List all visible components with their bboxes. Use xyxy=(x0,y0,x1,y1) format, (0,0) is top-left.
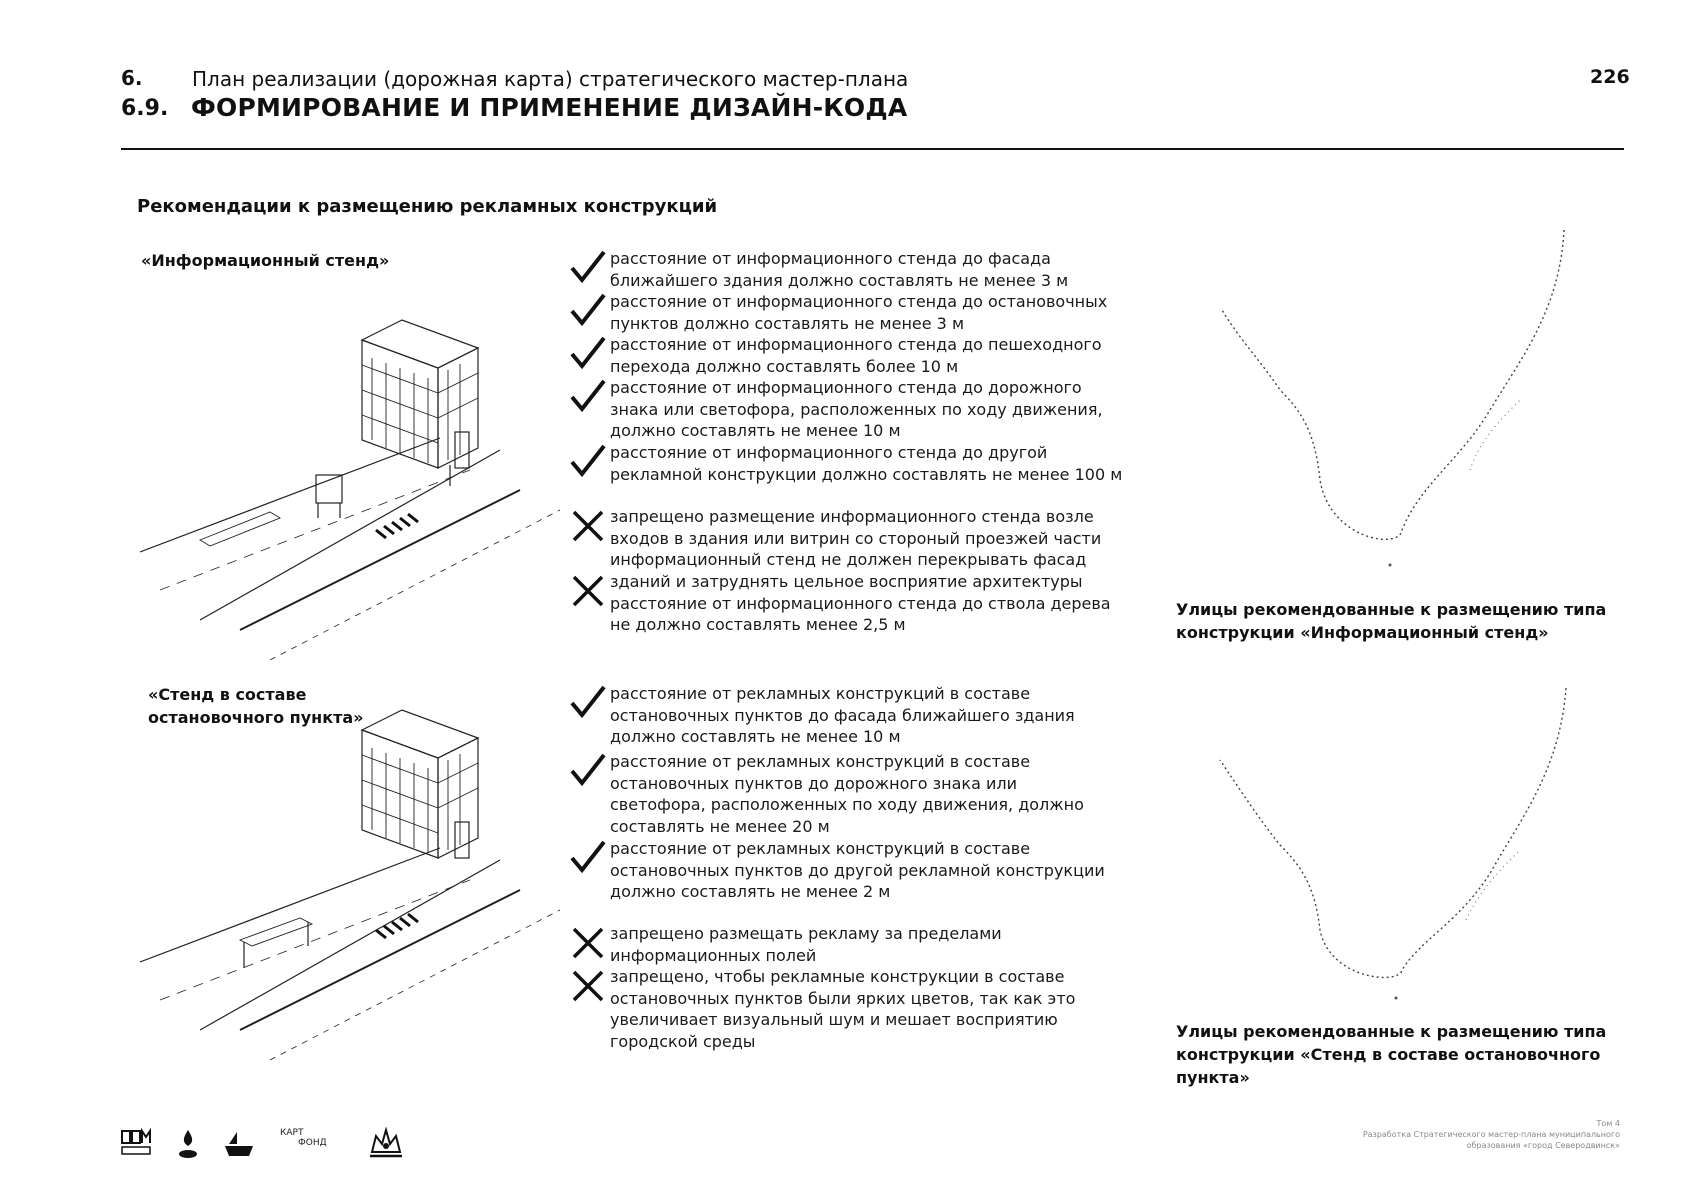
section-title: ФОРМИРОВАНИЕ И ПРИМЕНЕНИЕ ДИЗАЙН-КОДА xyxy=(191,93,908,122)
cross-icon xyxy=(568,966,608,1006)
ship-logo xyxy=(223,1128,255,1160)
footer-note xyxy=(1240,1118,1620,1151)
logo-text-line: ФОНД xyxy=(298,1138,327,1148)
item-line: остановочных пунктов были ярких цветов, так как это xyxy=(610,988,1076,1008)
dom-logo xyxy=(120,1128,152,1158)
block-title-info-stand: «Информационный стенд» xyxy=(141,251,390,270)
item-line: расстояние от информационного стенда до дорожного xyxy=(610,378,1082,397)
item-line: информационных полей xyxy=(610,945,817,965)
item-line: расстояние от информационного стенда до остановочных xyxy=(610,292,1108,311)
isometric-illustration-info-stand xyxy=(140,290,580,660)
item-line: расстояние от информационного стенда до ствола дерева xyxy=(610,593,1111,613)
item-line: расстояние от рекламных конструкций в составе xyxy=(610,752,1031,771)
list-item xyxy=(568,923,1002,966)
item-line: остановочных пунктов до дорожного знака или xyxy=(610,773,1017,793)
list-item xyxy=(568,506,1101,571)
cross-icon xyxy=(568,923,608,963)
street-map-bus-stop xyxy=(1180,680,1580,1010)
item-line: расстояние от рекламных конструкций в составе xyxy=(610,839,1031,858)
section-heading: Рекомендации к размещению рекламных конструкций xyxy=(137,196,718,217)
item-line: информационный стенд не должен перекрывать фасад xyxy=(610,550,1087,570)
logo-text-line: КАРТ xyxy=(280,1128,304,1138)
item-line: ближайшего здания должно составлять не менее 3 м xyxy=(610,270,1069,290)
item-line: остановочных пунктов до другой рекламной конструкции xyxy=(610,860,1105,880)
check-icon xyxy=(568,838,608,878)
list-item xyxy=(568,751,1084,837)
footer-note-line: Том 4 xyxy=(1596,1119,1620,1128)
item-line: расстояние от информационного стенда до фасада xyxy=(610,249,1051,268)
list-item xyxy=(568,334,1102,377)
list-item xyxy=(568,248,1068,291)
list-item xyxy=(568,442,1122,485)
check-icon xyxy=(568,334,608,374)
street-map-info-stand xyxy=(1180,220,1580,580)
map-caption-info-stand: Улицы рекомендованные к размещению типа конструкции «Информационный стенд» xyxy=(1176,600,1607,642)
check-icon xyxy=(568,683,608,723)
item-line: расстояние от рекламных конструкций в составе xyxy=(610,684,1031,703)
item-line: перехода должно составлять более 10 м xyxy=(610,356,959,376)
cross-icon xyxy=(568,506,608,546)
item-line: должно составлять не менее 2 м xyxy=(610,882,891,902)
page-number: 226 xyxy=(1590,66,1630,88)
kart-fond-logo xyxy=(280,1128,340,1148)
list-item xyxy=(568,377,1103,442)
item-line: составлять не менее 20 м xyxy=(610,816,830,836)
isometric-illustration-bus-stop xyxy=(140,700,580,1070)
item-line: знака или светофора, расположенных по ходу движения, xyxy=(610,399,1103,419)
check-icon xyxy=(568,248,608,288)
footer-note-line: Разработка Стратегического мастер-плана муниципального xyxy=(1362,1130,1620,1139)
section-number: 6.9. xyxy=(121,96,169,121)
item-line: запрещено, чтобы рекламные конструкции в составе xyxy=(610,967,1065,986)
chapter-title: План реализации (дорожная карта) стратегического мастер-плана xyxy=(192,67,909,91)
chapter-number: 6. xyxy=(121,66,143,90)
drop-figure-logo xyxy=(177,1128,199,1160)
list-item xyxy=(568,838,1105,903)
item-line: должно составлять не менее 10 м xyxy=(610,421,901,441)
item-line: увеличивает визуальный шум и мешает восприятию xyxy=(610,1010,1058,1030)
list-item xyxy=(568,571,1111,636)
list-item xyxy=(568,291,1107,334)
item-line: не должно составлять менее 2,5 м xyxy=(610,615,906,635)
footer-note-line: образования «город Северодвинск» xyxy=(1466,1141,1620,1150)
item-line: расстояние от информационного стенда до пешеходного xyxy=(610,335,1102,354)
check-icon xyxy=(568,751,608,791)
map-caption-bus-stop: Улицы рекомендованные к размещению типа конструкции «Стенд в составе остановочного пункта» xyxy=(1176,1022,1607,1087)
item-line: входов в здания или витрин со стороный проезжей части xyxy=(610,528,1102,548)
crown-logo xyxy=(368,1126,404,1160)
item-line: светофора, расположенных по ходу движения, должно xyxy=(610,795,1084,815)
check-icon xyxy=(568,291,608,331)
check-icon xyxy=(568,377,608,417)
item-line: рекламной конструкции должно составлять не менее 100 м xyxy=(610,464,1123,484)
list-item xyxy=(568,966,1075,1052)
cross-icon xyxy=(568,571,608,611)
item-line: запрещено размещение информационного стенда возле xyxy=(610,507,1094,526)
header-rule xyxy=(121,148,1624,150)
item-line: расстояние от информационного стенда до другой xyxy=(610,443,1048,462)
item-line: должно составлять не менее 10 м xyxy=(610,727,901,747)
item-line: запрещено размещать рекламу за пределами xyxy=(610,924,1002,943)
list-item xyxy=(568,683,1075,748)
check-icon xyxy=(568,442,608,482)
block-title-bus-stop: «Стенд в составе остановочного пункта» xyxy=(148,685,364,727)
item-line: городской среды xyxy=(610,1031,756,1051)
item-line: пунктов должно составлять не менее 3 м xyxy=(610,313,965,333)
item-line: зданий и затруднять цельное восприятие архитектуры xyxy=(610,572,1083,591)
item-line: остановочных пунктов до фасада ближайшего здания xyxy=(610,705,1075,725)
